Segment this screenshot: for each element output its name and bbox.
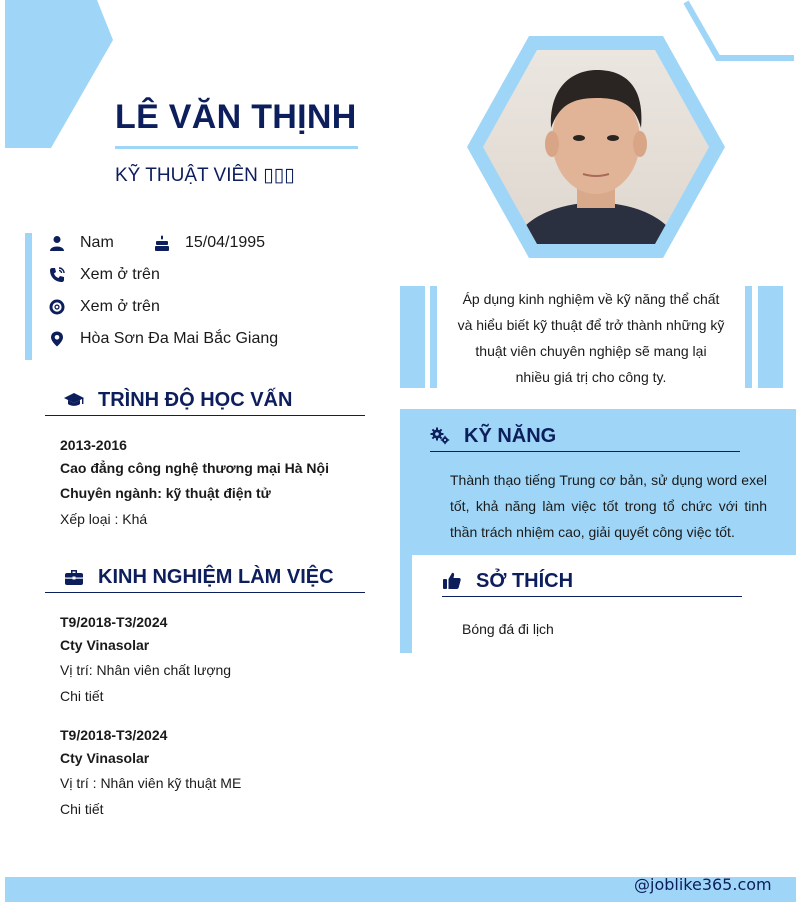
- skills-heading-label: KỸ NĂNG: [464, 424, 557, 447]
- contact-gender: [48, 231, 114, 255]
- footer-watermark: @joblike365.com: [634, 875, 772, 894]
- education-school: Cao đẳng công nghệ thương mại Hà Nội: [60, 460, 329, 476]
- corner-decoration-left: [5, 0, 113, 148]
- skills-heading: [428, 421, 556, 451]
- education-heading-label: TRÌNH ĐỘ HỌC VẤN: [98, 388, 293, 411]
- hobbies-heading: [440, 566, 573, 596]
- briefcase-icon: [62, 565, 86, 589]
- at-sign-icon: [48, 298, 66, 316]
- education-major: Chuyên ngành: kỹ thuật điện tử: [60, 485, 271, 501]
- objective-bar-left-wide: [400, 286, 425, 388]
- graduation-cap-icon: [62, 388, 86, 412]
- contact-accent-bar: [25, 233, 32, 360]
- contact-gender-value: Nam: [80, 234, 114, 251]
- birthday-cake-icon: [153, 234, 171, 252]
- contact-address: [48, 327, 278, 351]
- objective-line: Áp dụng kinh nghiệm về kỹ năng thể chất: [462, 291, 720, 307]
- profile-photo: [467, 36, 725, 258]
- contact-birthday: [153, 231, 265, 255]
- hobbies-divider: [442, 596, 742, 597]
- experience-heading-label: KINH NGHIỆM LÀM VIỆC: [98, 565, 334, 588]
- objective-line: thuật viên chuyên nghiệp sẽ mang lại: [475, 343, 707, 359]
- education-heading: [62, 385, 292, 415]
- education-divider: [45, 415, 365, 416]
- phone-icon: [48, 266, 66, 284]
- experience-1-detail: Chi tiết: [60, 688, 104, 704]
- experience-heading: [62, 562, 334, 592]
- experience-divider: [45, 592, 365, 593]
- thumbs-up-icon: [440, 569, 464, 593]
- skills-divider: [430, 451, 740, 452]
- objective-bar-left-thin: [430, 286, 437, 388]
- experience-2-company: Cty Vinasolar: [60, 750, 150, 766]
- map-pin-icon: [48, 330, 66, 348]
- contact-phone: [48, 263, 160, 287]
- hobbies-text: Bóng đá đi lịch: [462, 621, 554, 637]
- experience-1-position: Vị trí: Nhân viên chất lượng: [60, 662, 232, 678]
- experience-2-detail: Chi tiết: [60, 801, 104, 817]
- contact-birthday-value: 15/04/1995: [185, 234, 266, 251]
- objective-bar-right-thin: [745, 286, 752, 388]
- objective-line: và hiểu biết kỹ thuật để trở thành những kỹ: [457, 317, 725, 333]
- candidate-name: LÊ VĂN THỊNH: [115, 98, 357, 136]
- name-underline: [115, 146, 358, 149]
- contact-phone-value: Xem ở trên: [80, 266, 160, 283]
- hobbies-heading-label: SỞ THÍCH: [476, 569, 574, 592]
- experience-1-company: Cty Vinasolar: [60, 637, 150, 653]
- education-period: 2013-2016: [60, 437, 127, 453]
- objective-line: nhiều giá trị cho công ty.: [515, 369, 667, 385]
- hobbies-accent-bar: [400, 555, 412, 653]
- skills-text: Thành thạo tiếng Trung cơ bản, sử dụng word exel tốt, khả năng làm việc tốt trong tổ chức với tinh thần trách nhiệm cao, giải quyết công việc tốt.: [450, 472, 767, 540]
- user-icon: [48, 234, 66, 252]
- career-objective: [455, 286, 727, 390]
- contact-email-value: Xem ở trên: [80, 298, 160, 315]
- objective-bar-right-wide: [758, 286, 783, 388]
- education-grade: Xếp loại : Khá: [60, 511, 148, 527]
- contact-address-value: Hòa Sơn Đa Mai Bắc Giang: [80, 330, 279, 347]
- experience-1-period: T9/2018-T3/2024: [60, 614, 168, 630]
- job-title: KỸ THUẬT VIÊN ▯▯▯: [115, 165, 295, 186]
- experience-2-position: Vị trí : Nhân viên kỹ thuật ME: [60, 775, 242, 791]
- gears-icon: [428, 424, 452, 448]
- experience-2-period: T9/2018-T3/2024: [60, 727, 168, 743]
- contact-email: [48, 295, 160, 319]
